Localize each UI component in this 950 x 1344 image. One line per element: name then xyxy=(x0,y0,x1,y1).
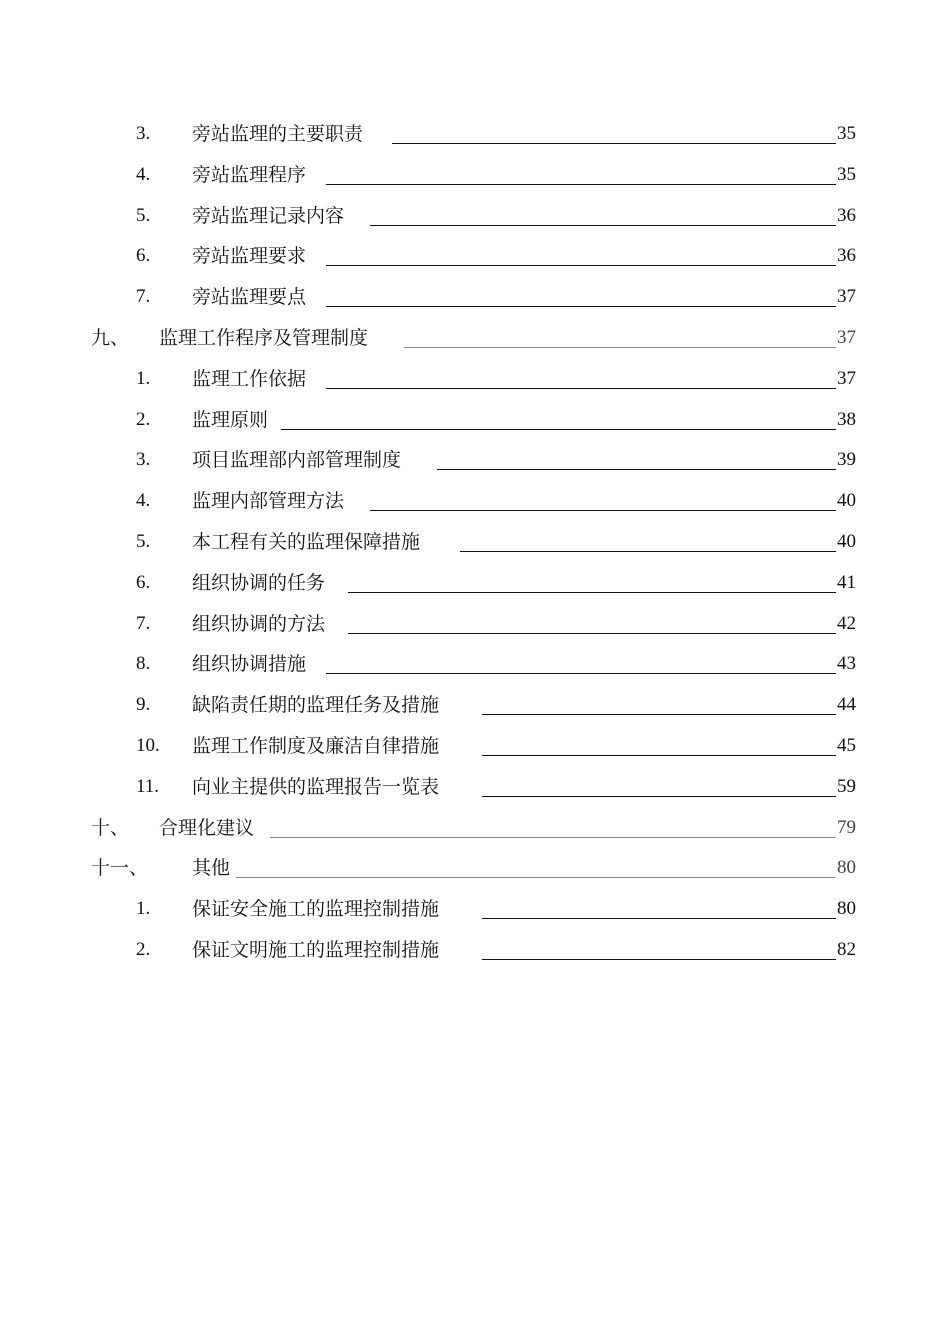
toc-entry-page: 40 xyxy=(837,490,856,512)
toc-entry[interactable] xyxy=(0,930,950,971)
toc-leader-line xyxy=(392,143,836,144)
toc-entry-page: 40 xyxy=(837,530,856,552)
toc-entry-page: 45 xyxy=(837,734,856,756)
toc-entry-number: 5. xyxy=(136,204,151,226)
toc-entry-title: 监理内部管理方法 xyxy=(192,490,345,513)
toc-leader-line xyxy=(326,673,836,674)
toc-leader-line xyxy=(236,877,836,878)
toc-chapter-page: 37 xyxy=(837,326,856,348)
toc-entry[interactable] xyxy=(0,359,950,400)
toc-leader-line xyxy=(482,714,836,715)
toc-leader-line xyxy=(482,755,836,756)
toc-entry[interactable] xyxy=(0,236,950,277)
toc-entry[interactable] xyxy=(0,563,950,604)
toc-entry-page: 36 xyxy=(837,204,856,226)
toc-entry-title: 组织协调措施 xyxy=(192,653,307,676)
toc-entry-number: 7. xyxy=(136,286,151,308)
toc-entry[interactable] xyxy=(0,155,950,196)
toc-entry-title: 组织协调的方法 xyxy=(192,612,326,635)
toc-chapter-number: 十一、 xyxy=(91,857,149,880)
toc-entry-title: 旁站监理记录内容 xyxy=(192,204,345,227)
toc-entry[interactable] xyxy=(0,604,950,645)
toc-leader-line xyxy=(326,184,836,185)
toc-leader-line xyxy=(348,592,836,593)
toc-entry-title: 监理工作制度及廉洁自律措施 xyxy=(192,734,440,757)
toc-entry-title: 缺陷责任期的监理任务及措施 xyxy=(192,694,440,717)
toc-entry-title: 项目监理部内部管理制度 xyxy=(192,449,402,472)
toc-entry-page: 82 xyxy=(837,938,856,960)
toc-leader-line xyxy=(404,347,836,348)
toc-entry-number: 11. xyxy=(136,775,160,797)
toc-entry-page: 41 xyxy=(837,571,856,593)
toc-leader-line xyxy=(370,510,836,511)
toc-leader-line xyxy=(270,837,836,838)
toc-entry-number: 6. xyxy=(136,571,151,593)
toc-entry[interactable] xyxy=(0,767,950,808)
toc-leader-line xyxy=(281,429,836,430)
toc-entry-number: 2. xyxy=(136,408,151,430)
toc-entry-title: 监理原则 xyxy=(192,408,269,431)
toc-entry[interactable] xyxy=(0,889,950,930)
toc-entry-title: 旁站监理程序 xyxy=(192,163,307,186)
toc-entry-page: 38 xyxy=(837,408,856,430)
toc-leader-line xyxy=(370,225,836,226)
toc-entry[interactable] xyxy=(0,481,950,522)
toc-entry-page: 35 xyxy=(837,163,856,185)
toc-entry-title: 向业主提供的监理报告一览表 xyxy=(192,775,440,798)
toc-entry-number: 2. xyxy=(136,938,151,960)
toc-entry-number: 5. xyxy=(136,530,151,552)
toc-entry-number: 8. xyxy=(136,653,151,675)
toc-entry-title: 旁站监理要求 xyxy=(192,245,307,268)
toc-leader-line xyxy=(460,551,836,552)
toc-entry-number: 7. xyxy=(136,612,151,634)
toc-entry-page: 80 xyxy=(837,898,856,920)
toc-chapter-title: 合理化建议 xyxy=(159,816,255,839)
toc-entry[interactable] xyxy=(0,522,950,563)
toc-entry-number: 1. xyxy=(136,367,151,389)
toc-entry-title: 组织协调的任务 xyxy=(192,571,326,594)
toc-entry[interactable] xyxy=(0,440,950,481)
toc-entry-number: 10. xyxy=(136,734,160,756)
toc-entry-page: 35 xyxy=(837,123,856,144)
toc-leader-line xyxy=(326,265,836,266)
toc-entry[interactable] xyxy=(0,114,950,155)
toc-leader-line xyxy=(482,918,836,919)
toc-entry-number: 1. xyxy=(136,898,151,920)
toc-entry[interactable] xyxy=(0,726,950,767)
toc-entry-title: 保证文明施工的监理控制措施 xyxy=(192,938,440,961)
toc-leader-line xyxy=(326,306,836,307)
toc-leader-line xyxy=(326,388,836,389)
toc-entry-title: 旁站监理的主要职责 xyxy=(192,123,364,145)
toc-chapter-number: 九、 xyxy=(91,326,130,349)
toc-entry-title: 旁站监理要点 xyxy=(192,286,307,309)
toc-chapter-entry[interactable] xyxy=(0,318,950,359)
toc-entry-page: 44 xyxy=(837,694,856,716)
toc-entry[interactable] xyxy=(0,685,950,726)
toc-entry-page: 37 xyxy=(837,367,856,389)
table-of-contents xyxy=(0,114,950,971)
toc-chapter-entry[interactable] xyxy=(0,808,950,849)
toc-chapter-page: 80 xyxy=(837,857,856,879)
toc-entry[interactable] xyxy=(0,644,950,685)
toc-entry-number: 6. xyxy=(136,245,151,267)
toc-entry-title: 监理工作依据 xyxy=(192,367,307,390)
toc-entry[interactable] xyxy=(0,196,950,237)
toc-entry-number: 3. xyxy=(136,449,151,471)
toc-entry-number: 4. xyxy=(136,490,151,512)
toc-entry-number: 3. xyxy=(136,123,151,144)
toc-entry[interactable] xyxy=(0,400,950,441)
toc-leader-line xyxy=(482,959,836,960)
toc-entry-title: 保证安全施工的监理控制措施 xyxy=(192,898,440,921)
toc-entry-title: 本工程有关的监理保障措施 xyxy=(192,530,421,553)
toc-chapter-entry[interactable] xyxy=(0,848,950,889)
toc-entry-page: 37 xyxy=(837,286,856,308)
toc-entry-page: 43 xyxy=(837,653,856,675)
toc-entry-page: 39 xyxy=(837,449,856,471)
toc-chapter-title: 监理工作程序及管理制度 xyxy=(159,326,369,349)
toc-entry-page: 36 xyxy=(837,245,856,267)
toc-entry-page: 59 xyxy=(837,775,856,797)
toc-entry[interactable] xyxy=(0,277,950,318)
toc-leader-line xyxy=(437,469,836,470)
toc-entry-number: 9. xyxy=(136,694,151,716)
toc-chapter-title: 其他 xyxy=(192,857,231,880)
toc-leader-line xyxy=(348,633,836,634)
toc-entry-number: 4. xyxy=(136,163,151,185)
toc-leader-line xyxy=(482,796,836,797)
toc-chapter-number: 十、 xyxy=(91,816,130,839)
toc-entry-page: 42 xyxy=(837,612,856,634)
toc-chapter-page: 79 xyxy=(837,816,856,838)
